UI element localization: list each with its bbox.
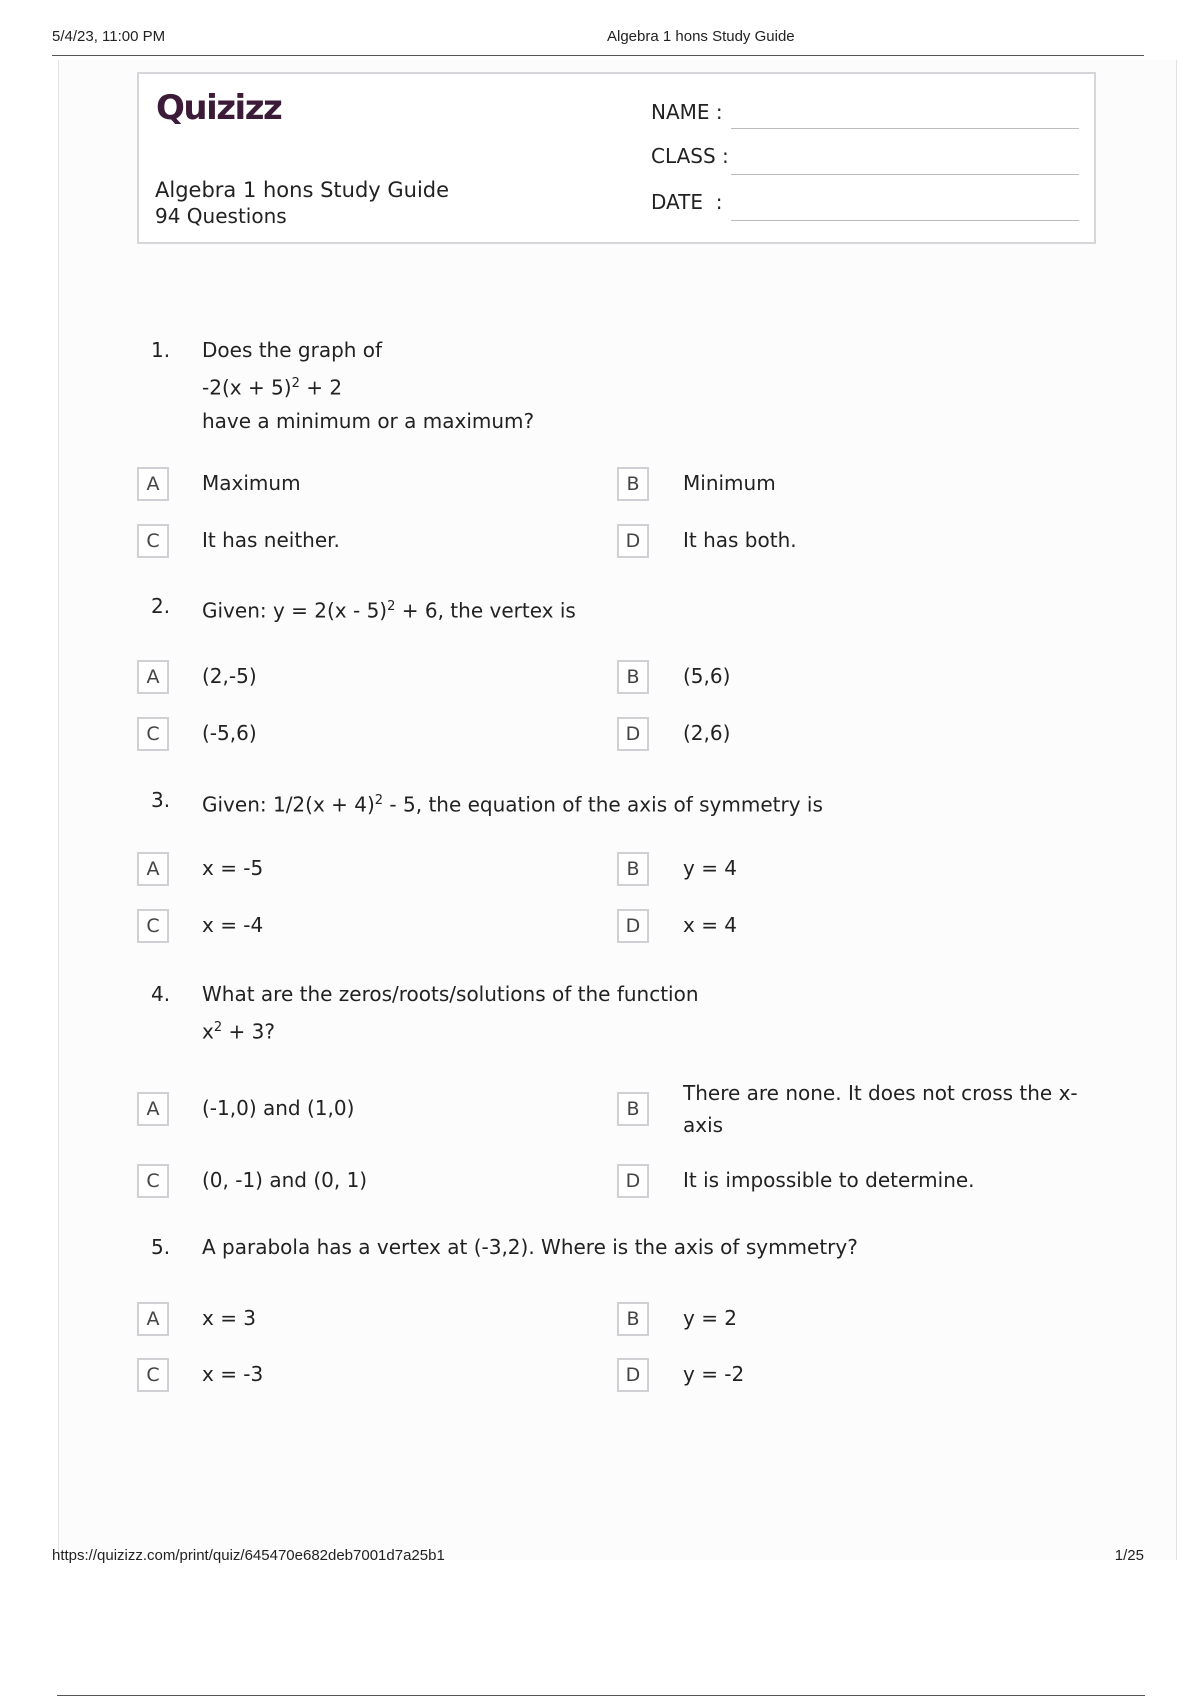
option-text: x = -3 xyxy=(202,1362,264,1386)
option-box[interactable]: B xyxy=(617,1302,649,1336)
date-label: DATE : xyxy=(651,190,723,214)
option-box[interactable]: D xyxy=(617,909,649,943)
option-text: x = 4 xyxy=(683,913,738,937)
page-number: 1/25 xyxy=(1114,1547,1144,1564)
quizizz-logo: Quizizz xyxy=(156,88,282,128)
option-box[interactable]: A xyxy=(137,852,169,886)
question-count: 94 Questions xyxy=(155,204,287,228)
bottom-divider xyxy=(57,1695,1145,1696)
option-box[interactable]: D xyxy=(617,524,649,558)
option-text: (-5,6) xyxy=(202,721,257,745)
option-text: x = 3 xyxy=(202,1306,257,1330)
option-text: x = -4 xyxy=(202,913,264,937)
option-box[interactable]: B xyxy=(617,660,649,694)
option-box[interactable]: B xyxy=(617,467,649,501)
name-label: NAME : xyxy=(651,100,723,124)
question-number: 1. xyxy=(151,338,171,362)
option-text: y = 2 xyxy=(683,1306,738,1330)
question-number: 3. xyxy=(151,788,171,812)
option-box[interactable]: C xyxy=(137,717,169,751)
header-divider xyxy=(52,55,1144,56)
option-text: (5,6) xyxy=(683,664,731,688)
print-header xyxy=(52,28,1144,56)
class-label: CLASS : xyxy=(651,144,729,168)
option-text: (2,6) xyxy=(683,721,731,745)
date-line xyxy=(731,220,1079,221)
option-box[interactable]: D xyxy=(617,1164,649,1198)
print-title: Algebra 1 hons Study Guide xyxy=(607,28,795,45)
option-box[interactable]: C xyxy=(137,1358,169,1392)
option-box[interactable]: C xyxy=(137,524,169,558)
question-text: What are the zeros/roots/solutions of the function $x^2 + 3$? xyxy=(202,982,699,1044)
quiz-title: Algebra 1 hons Study Guide xyxy=(155,178,450,202)
option-text: (2,-5) xyxy=(202,664,257,688)
question-text: Given: y = 2(x - 5)$^2$ + 6, the vertex is xyxy=(202,598,576,623)
option-box[interactable]: A xyxy=(137,660,169,694)
option-text: It has both. xyxy=(683,528,797,552)
name-line xyxy=(731,128,1079,129)
option-text: (-1,0) and (1,0) xyxy=(202,1096,355,1120)
question-text: Given: $1/2(x + 4)^2 - 5$, the equation of the axis of symmetry is xyxy=(202,792,823,817)
option-box[interactable]: A xyxy=(137,1302,169,1336)
question-number: 4. xyxy=(151,982,171,1006)
question-number: 2. xyxy=(151,594,171,618)
option-box[interactable]: B xyxy=(617,852,649,886)
option-text: y = -2 xyxy=(683,1362,745,1386)
question-number: 5. xyxy=(151,1235,171,1259)
option-text: There are none. It does not cross the x-axis xyxy=(683,1081,1078,1137)
question-text: Does the graph of $-2(x + 5)^2 + 2$ have a minimum or a maximum? xyxy=(202,338,535,433)
option-box[interactable]: C xyxy=(137,1164,169,1198)
option-text: It is impossible to determine. xyxy=(683,1168,975,1192)
option-text: It has neither. xyxy=(202,528,340,552)
option-text: Minimum xyxy=(683,471,776,495)
option-box[interactable]: B xyxy=(617,1092,649,1126)
option-box[interactable]: A xyxy=(137,1092,169,1126)
question-text: A parabola has a vertex at (-3,2). Where is the axis of symmetry? xyxy=(202,1235,858,1259)
option-box[interactable]: A xyxy=(137,467,169,501)
option-text: (0, -1) and (0, 1) xyxy=(202,1168,368,1192)
option-box[interactable]: D xyxy=(617,1358,649,1392)
option-text: x = -5 xyxy=(202,856,264,880)
option-box[interactable]: D xyxy=(617,717,649,751)
print-date: 5/4/23, 11:00 PM xyxy=(52,28,166,45)
option-text: Maximum xyxy=(202,471,301,495)
footer-url[interactable]: https://quizizz.com/print/quiz/645470e682deb7001d7a25b1 xyxy=(52,1547,445,1564)
class-line xyxy=(731,174,1079,175)
option-text: y = 4 xyxy=(683,856,738,880)
print-footer xyxy=(52,1547,1144,1571)
worksheet-header xyxy=(137,72,1096,244)
option-box[interactable]: C xyxy=(137,909,169,943)
